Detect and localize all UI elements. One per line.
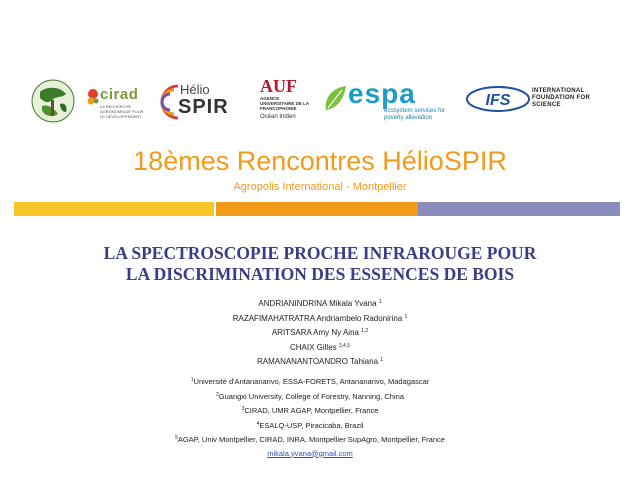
affiliation-line: $^5$AGAP, Univ Montpellier, CIRAD, INRA, Montpellier SupAgro, Montpellier, France [175, 435, 445, 444]
author-line: RAMANANANTOANDRO Tahiana $^1$ [256, 357, 384, 366]
logo-row [0, 74, 640, 124]
espa-logo [322, 80, 452, 122]
ifs-tagline: INTERNATIONAL FOUNDATION FOR SCIENCE [532, 88, 591, 108]
auf-subtitle: AGENCE UNIVERSITAIRE DE LA FRANCOPHONIE [260, 96, 310, 111]
auf-region: Océan Indien [260, 114, 296, 120]
purple-band [418, 202, 620, 216]
orange-band [216, 202, 418, 216]
author-line: ARITSARA Amy Ny Aina $^{1,2}$ [271, 328, 369, 337]
presentation-title-line2: LA DISCRIMINATION DES ESSENCES DE BOIS [125, 264, 515, 284]
conference-subtitle: Agropolis International - Montpellier [233, 181, 407, 193]
author-list [0, 296, 640, 369]
espa-name: espa [348, 78, 416, 109]
affiliation-line: $^4$ESALQ-USP, Piracicaba, Brazil [256, 420, 364, 430]
affiliation-line: $^1$Université d'Antananarivo, ESSA-FORETS, Antananarivo, Madagascar [190, 377, 430, 386]
auf-logo [256, 76, 312, 124]
presentation-title-line1: LA SPECTROSCOPIE PROCHE INFRAROUGE POUR [103, 243, 537, 263]
espa-tagline: ecosystem services for poverty alleviation [384, 108, 446, 121]
ifs-mark: IFS [485, 92, 511, 109]
conference-title: 18èmes Rencontres HélioSPIR [133, 146, 507, 176]
presentation-title [0, 243, 640, 285]
affiliation-line: $^2$Guangxi University, College of Forestry, Nanning, China [215, 391, 404, 401]
cirad-tagline: LA RECHERCHE AGRONOMIQUE POUR LE DÉVELOPPEMENT [100, 104, 144, 119]
heliospir-logo [156, 78, 236, 124]
affiliation-line: $^3$CIRAD, UMR AGAP, Montpellier, France [241, 406, 379, 415]
author-line: CHAIX Gilles $^{3,4,5}$ [289, 342, 351, 352]
helio-line1: Hélio [180, 82, 210, 97]
affiliation-list [0, 374, 620, 460]
cirad-name: cirad [100, 86, 139, 103]
cirad-logo [86, 84, 146, 118]
helio-line2: SPIR [178, 96, 229, 118]
yellow-band [14, 202, 214, 216]
auf-name: AUF [260, 76, 297, 96]
author-line: ANDRIANINDRINA Mikala Yvana $^1$ [258, 299, 382, 308]
author-line: RAZAFIMAHATRATRA Andriambelo Radonirina $^1$ [232, 313, 408, 323]
email-link[interactable]: mikala.yvana@gmail.com [267, 448, 353, 458]
globe-tree-logo [30, 78, 76, 124]
ifs-logo [466, 86, 606, 116]
